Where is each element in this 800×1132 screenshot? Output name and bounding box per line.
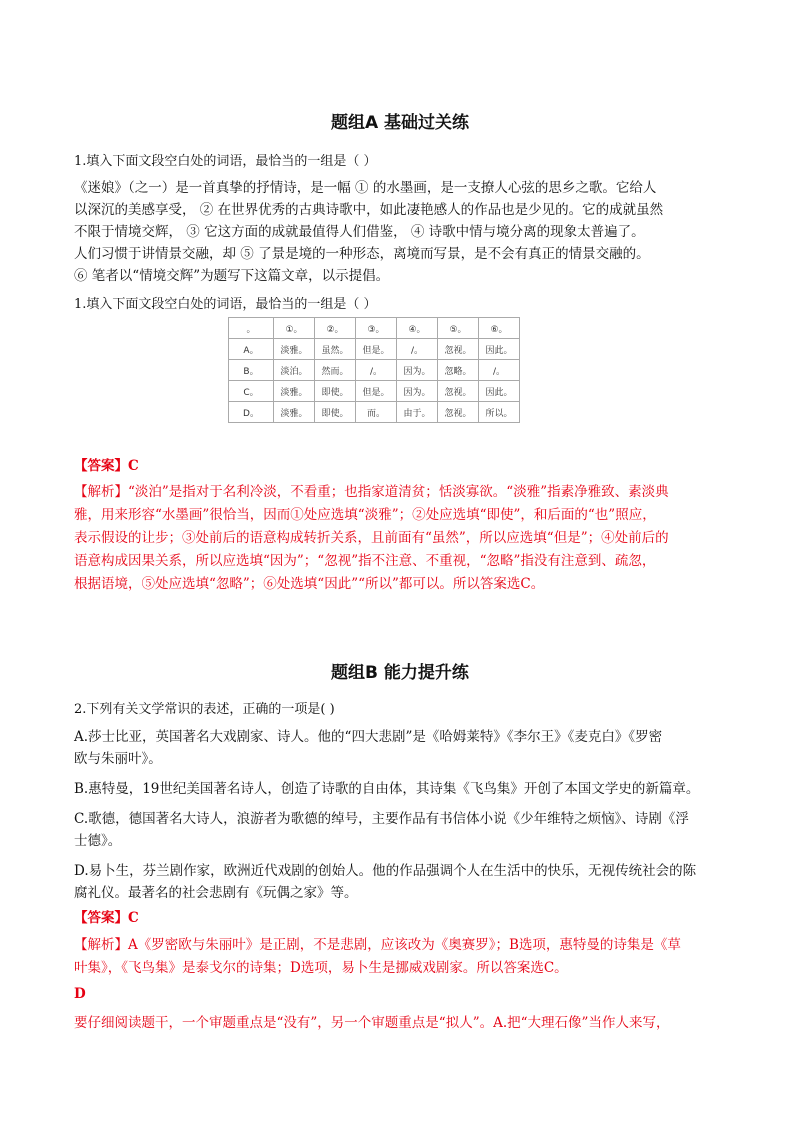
passage-line: ⑥ 笔者以“情境交辉”为题写下这篇文章，以示提倡。 bbox=[74, 268, 390, 284]
table-row bbox=[229, 360, 520, 381]
answer-1: 【答案】C bbox=[74, 458, 139, 474]
passage-line: 以深沉的美感享受， ② 在世界优秀的古典诗歌中，如此凄艳感人的作品也是少见的。它的成就虽然 bbox=[74, 202, 664, 218]
question-2-intro: 2.下列有关文学常识的表述，正确的一项是( ) bbox=[74, 702, 335, 717]
table-cell: 因此。 bbox=[479, 381, 520, 402]
option-c-line: 士德》。 bbox=[74, 833, 122, 849]
table-cell: 而。 bbox=[356, 402, 397, 423]
group-a-title: 题组A 基础过关练 bbox=[330, 113, 470, 133]
table-cell: 因为。 bbox=[397, 360, 438, 381]
table-cell: /。 bbox=[397, 339, 438, 360]
table-cell: C。 bbox=[229, 381, 274, 402]
table-cell: 忽视。 bbox=[438, 339, 479, 360]
table-row bbox=[229, 381, 520, 402]
passage-line: 《迷娘》（之一）是一首真挚的抒情诗，是一幅 ① 的水墨画，是一支撩人心弦的思乡之歌。它给人 bbox=[74, 180, 657, 196]
option-a-line: A.莎士比亚，英国著名大戏剧家、诗人。他的“四大悲剧”是《哈姆莱特》《李尔王》《麦克白》《罗密 bbox=[74, 729, 663, 745]
option-d-line: D.易卜生，芬兰剧作家，欧洲近代戏剧的创始人。他的作品强调个人在生活中的快乐，无视传统社会的陈 bbox=[74, 863, 697, 879]
extra-analysis-line: 要仔细阅读题干，一个审题重点是“没有”，另一个审题重点是“拟人”。A.把“大理石像”当作人来写， bbox=[74, 1015, 670, 1031]
question-1-intro: 1.填入下面文段空白处的词语，最恰当的一组是（ ） bbox=[74, 154, 377, 169]
table-cell: 淡雅。 bbox=[274, 381, 315, 402]
table-cell: B。 bbox=[229, 360, 274, 381]
table-cell: /。 bbox=[356, 360, 397, 381]
table-cell: ②。 bbox=[315, 318, 356, 339]
question-1-repeat: 1.填入下面文段空白处的词语，最恰当的一组是（ ） bbox=[74, 297, 377, 312]
table-cell: 忽视。 bbox=[438, 402, 479, 423]
table-cell: 即使。 bbox=[315, 402, 356, 423]
table-cell: 所以。 bbox=[479, 402, 520, 423]
table-row bbox=[229, 339, 520, 360]
table-cell: ③。 bbox=[356, 318, 397, 339]
analysis-line: 【解析】“淡泊”是指对于名利冷淡，不看重；也指家道清贫；恬淡寡欲。“淡雅”指素净雅致、素淡典 bbox=[74, 484, 669, 500]
table-cell: /。 bbox=[479, 360, 520, 381]
table-cell: 忽略。 bbox=[438, 360, 479, 381]
analysis-line: 根据语境，⑤处应选填“忽略”；⑥处选填“因此”“所以”都可以。所以答案选C。 bbox=[74, 576, 545, 592]
table-cell: 但是。 bbox=[356, 381, 397, 402]
table-cell: 然而。 bbox=[315, 360, 356, 381]
table-cell: A。 bbox=[229, 339, 274, 360]
table-cell: 淡泊。 bbox=[274, 360, 315, 381]
analysis-line: 表示假设的让步；③处前后的语意构成转折关系，且前面有“虽然”，所以应选填“但是”；④处前后的 bbox=[74, 530, 669, 546]
table-cell: 由于。 bbox=[397, 402, 438, 423]
analysis-line: 语意构成因果关系，所以应选填“因为”；“忽视”指不注意、不重视，“忽略”指没有注意到、疏忽， bbox=[74, 553, 656, 569]
table-cell: 。 bbox=[229, 318, 274, 339]
option-a-line: 欧与朱丽叶》。 bbox=[74, 751, 162, 767]
table-cell: ⑥。 bbox=[479, 318, 520, 339]
table-cell: 但是。 bbox=[356, 339, 397, 360]
passage-line: 不限于情境交辉， ③ 它这方面的成就最值得人们借鉴， ④ 诗歌中情与境分离的现象太普遍了。 bbox=[74, 224, 645, 240]
table-cell: 虽然。 bbox=[315, 339, 356, 360]
table-header-row bbox=[229, 318, 520, 339]
option-c-line: C.歌德，德国著名大诗人，浪游者为歌德的绰号，主要作品有书信体小说《少年维特之烦恼》、诗剧《浮 bbox=[74, 811, 689, 827]
table-row bbox=[229, 402, 520, 423]
analysis-2-line: 【解析】A《罗密欧与朱丽叶》是正剧，不是悲剧，应该改为《奥赛罗》；B选项，惠特曼的诗集是《草 bbox=[74, 937, 681, 953]
table-cell: 淡雅。 bbox=[274, 339, 315, 360]
option-b-line: B.惠特曼，19世纪美国著名诗人，创造了诗歌的自由体，其诗集《飞鸟集》开创了本国文学史的新篇章。 bbox=[74, 781, 700, 797]
passage-line: 人们习惯于讲情景交融，却 ⑤ 了景是境的一种形态，离境而写景，是不会有真正的情景交融的。 bbox=[74, 246, 650, 262]
table-cell: 因为。 bbox=[397, 381, 438, 402]
analysis-2-line: 叶集》，《飞鸟集》是泰戈尔的诗集；D选项，易卜生是挪威戏剧家。所以答案选C。 bbox=[74, 960, 568, 976]
analysis-line: 雅，用来形容“水墨画”很恰当，因而①处应选填“淡雅”；②处应选填“即使”，和后面的“也”照应， bbox=[74, 507, 656, 523]
answer-2: 【答案】C bbox=[74, 910, 139, 926]
table-cell: ⑤。 bbox=[438, 318, 479, 339]
table-cell: 因此。 bbox=[479, 339, 520, 360]
table-cell: ①。 bbox=[274, 318, 315, 339]
options-table bbox=[228, 317, 520, 423]
table-cell: 忽视。 bbox=[438, 381, 479, 402]
table-cell: 淡雅。 bbox=[274, 402, 315, 423]
table-cell: 即使。 bbox=[315, 381, 356, 402]
answer-letter: D bbox=[74, 986, 86, 1002]
table-cell: D。 bbox=[229, 402, 274, 423]
table-cell: ④。 bbox=[397, 318, 438, 339]
group-b-title: 题组B 能力提升练 bbox=[331, 663, 469, 683]
option-d-line: 腐礼仪。最著名的社会悲剧有《玩偶之家》等。 bbox=[74, 885, 358, 901]
